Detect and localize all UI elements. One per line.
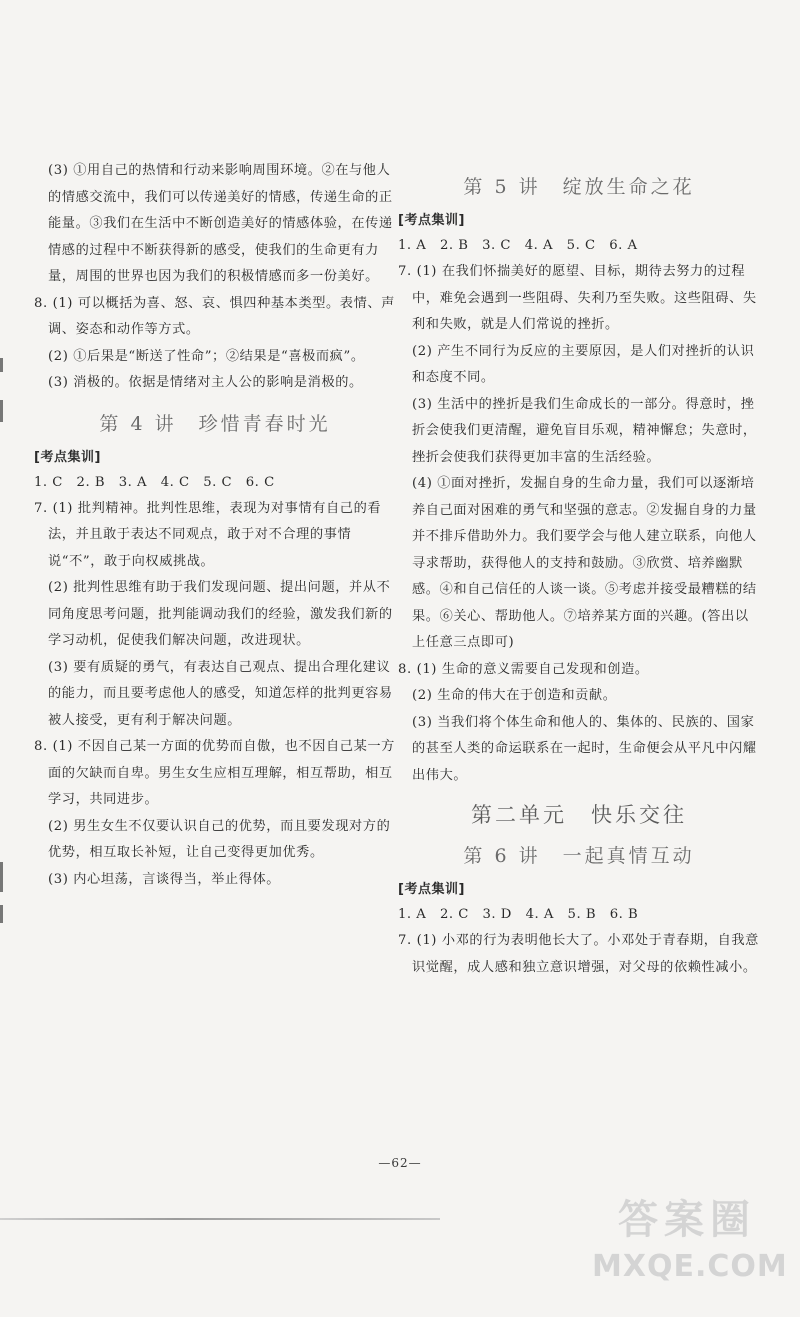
lesson-4-title: 第 4 讲 珍惜青春时光 [99,412,331,435]
bottom-rule [0,1218,440,1220]
lesson5-q8-1: 8. (1) 生命的意义需要自己发现和创造。 [398,661,649,677]
scan-edge-mark [0,358,3,372]
lesson4-q8-3: (3) 内心坦荡，言谈得当，举止得体。 [48,871,281,887]
lesson4-q8-2: (2) 男生女生不仅要认识自己的优势，而且要发现对方的优势，相互取长补短，让自己变得更加优秀。 [48,818,391,860]
section-tag-kaodian: [考点集训] [34,449,101,465]
lesson4-q7-2: (2) 批判性思维有助于我们发现问题、提出问题，并从不同角度思考问题，批判能调动我们的经验，激发我们新的学习动机，促使我们解决问题，改进现状。 [48,580,393,648]
multiple-choice-answers: 1. A 2. C 3. D 4. A 5. B 6. B [398,907,639,922]
lesson4-q7-3: (3) 要有质疑的勇气，有表达自己观点、提出合理化建议的能力，而且要考虑他人的感受，知道怎样的批判更容易被人接受，更有利于解决问题。 [48,659,393,728]
lesson5-q7-1: 7. (1) 在我们怀揣美好的愿望、目标，期待去努力的过程中，难免会遇到一些阻碍、失利乃至失败。这些阻碍、失利和失败，就是人们常说的挫折。 [398,264,757,332]
lesson4-q7-1: 7. (1) 批判精神。批判性思维，表现为对事情有自己的看法，并且敢于表达不同观点，敢于对不合理的事情说“不”，敢于向权威挑战。 [34,500,382,569]
watermark-bottom-text: MXQE.COM [592,1249,788,1284]
lesson6-q7-1: 7. (1) 小邓的行为表明他长大了。小邓处于青春期，自我意识觉醒，成人感和独立意识增强，对父母的依赖性减小。 [398,933,759,975]
scan-edge-mark [0,905,3,923]
right-column [398,172,760,981]
q7-3-answer: (3) ①用自己的热情和行动来影响周围环境。②在与他人的情感交流中，我们可以传递美好的情感，传递生命的正能量。③我们在生活中不断创造美好的情感体验，在传递情感的过程中不断获得新的感受，使我们的生命更有力量，周围的世界也因为我们的积极情感而多一份美好。 [48,163,393,284]
page-number: —62— [378,1156,422,1170]
lesson5-q8-2: (2) 生命的伟大在于创造和贡献。 [412,688,617,703]
section-tag-kaodian: [考点集训] [398,882,465,897]
lesson5-q7-3: (3) 生活中的挫折是我们生命成长的一部分。得意时，挫折会使我们更清醒，避免盲目乐观，精神懈怠；失意时，挫折会使我们获得更加丰富的生活经验。 [412,396,757,465]
lesson4-q8-1: 8. (1) 不因自己某一方面的优势而自傲，也不因自己某一方面的欠缺而自卑。男生女生应相互理解，相互帮助，相互学习，共同进步。 [34,739,395,807]
lesson5-q7-2: (2) 产生不同行为反应的主要原因，是人们对挫折的认识和态度不同。 [412,343,755,385]
unit-2-title: 第二单元 快乐交往 [471,803,687,827]
lesson5-q8-3: (3) 当我们将个体生命和他人的、集体的、民族的、国家的甚至人类的命运联系在一起时，生命便会从平凡中闪耀出伟大。 [412,714,757,783]
q8-2-answer: (2) ①后果是“断送了性命”；②结果是“喜极而疯”。 [48,348,365,364]
watermark-top-text: 答案圈 [618,1197,756,1243]
lesson-6-title: 第 6 讲 一起真情互动 [463,845,695,867]
scan-edge-mark [0,862,3,892]
multiple-choice-answers: 1. C 2. B 3. A 4. C 5. C 6. C [34,474,275,490]
multiple-choice-answers: 1. A 2. B 3. C 4. A 5. C 6. A [398,238,638,253]
section-tag-kaodian: [考点集训] [398,213,465,228]
watermark-logo [592,1191,788,1301]
left-column [34,158,396,893]
lesson-5-title: 第 5 讲 绽放生命之花 [463,176,695,198]
lesson5-q7-4: (4) ①面对挫折，发掘自身的生命力量，我们可以逐渐培养自己面对困难的勇气和坚强的意志。②发掘自身的力量并不排斥借助外力。我们要学会与他人建立联系，向他人寻求帮助，获得他人的支持和鼓励。③欣赏、培养幽默感。④和自己信任的人谈一谈。⑤考虑并接受最糟糕的结果。⑥关心、帮助他人。⑦培养某方面的兴趣。(答出以上任意三点即可) [412,476,757,650]
scan-edge-mark [0,400,3,422]
q8-1-answer: 8. (1) 可以概括为喜、怒、哀、惧四种基本类型。表情、声调、姿态和动作等方式。 [34,295,395,337]
q8-3-answer: (3) 消极的。依据是情绪对主人公的影响是消极的。 [48,375,363,390]
